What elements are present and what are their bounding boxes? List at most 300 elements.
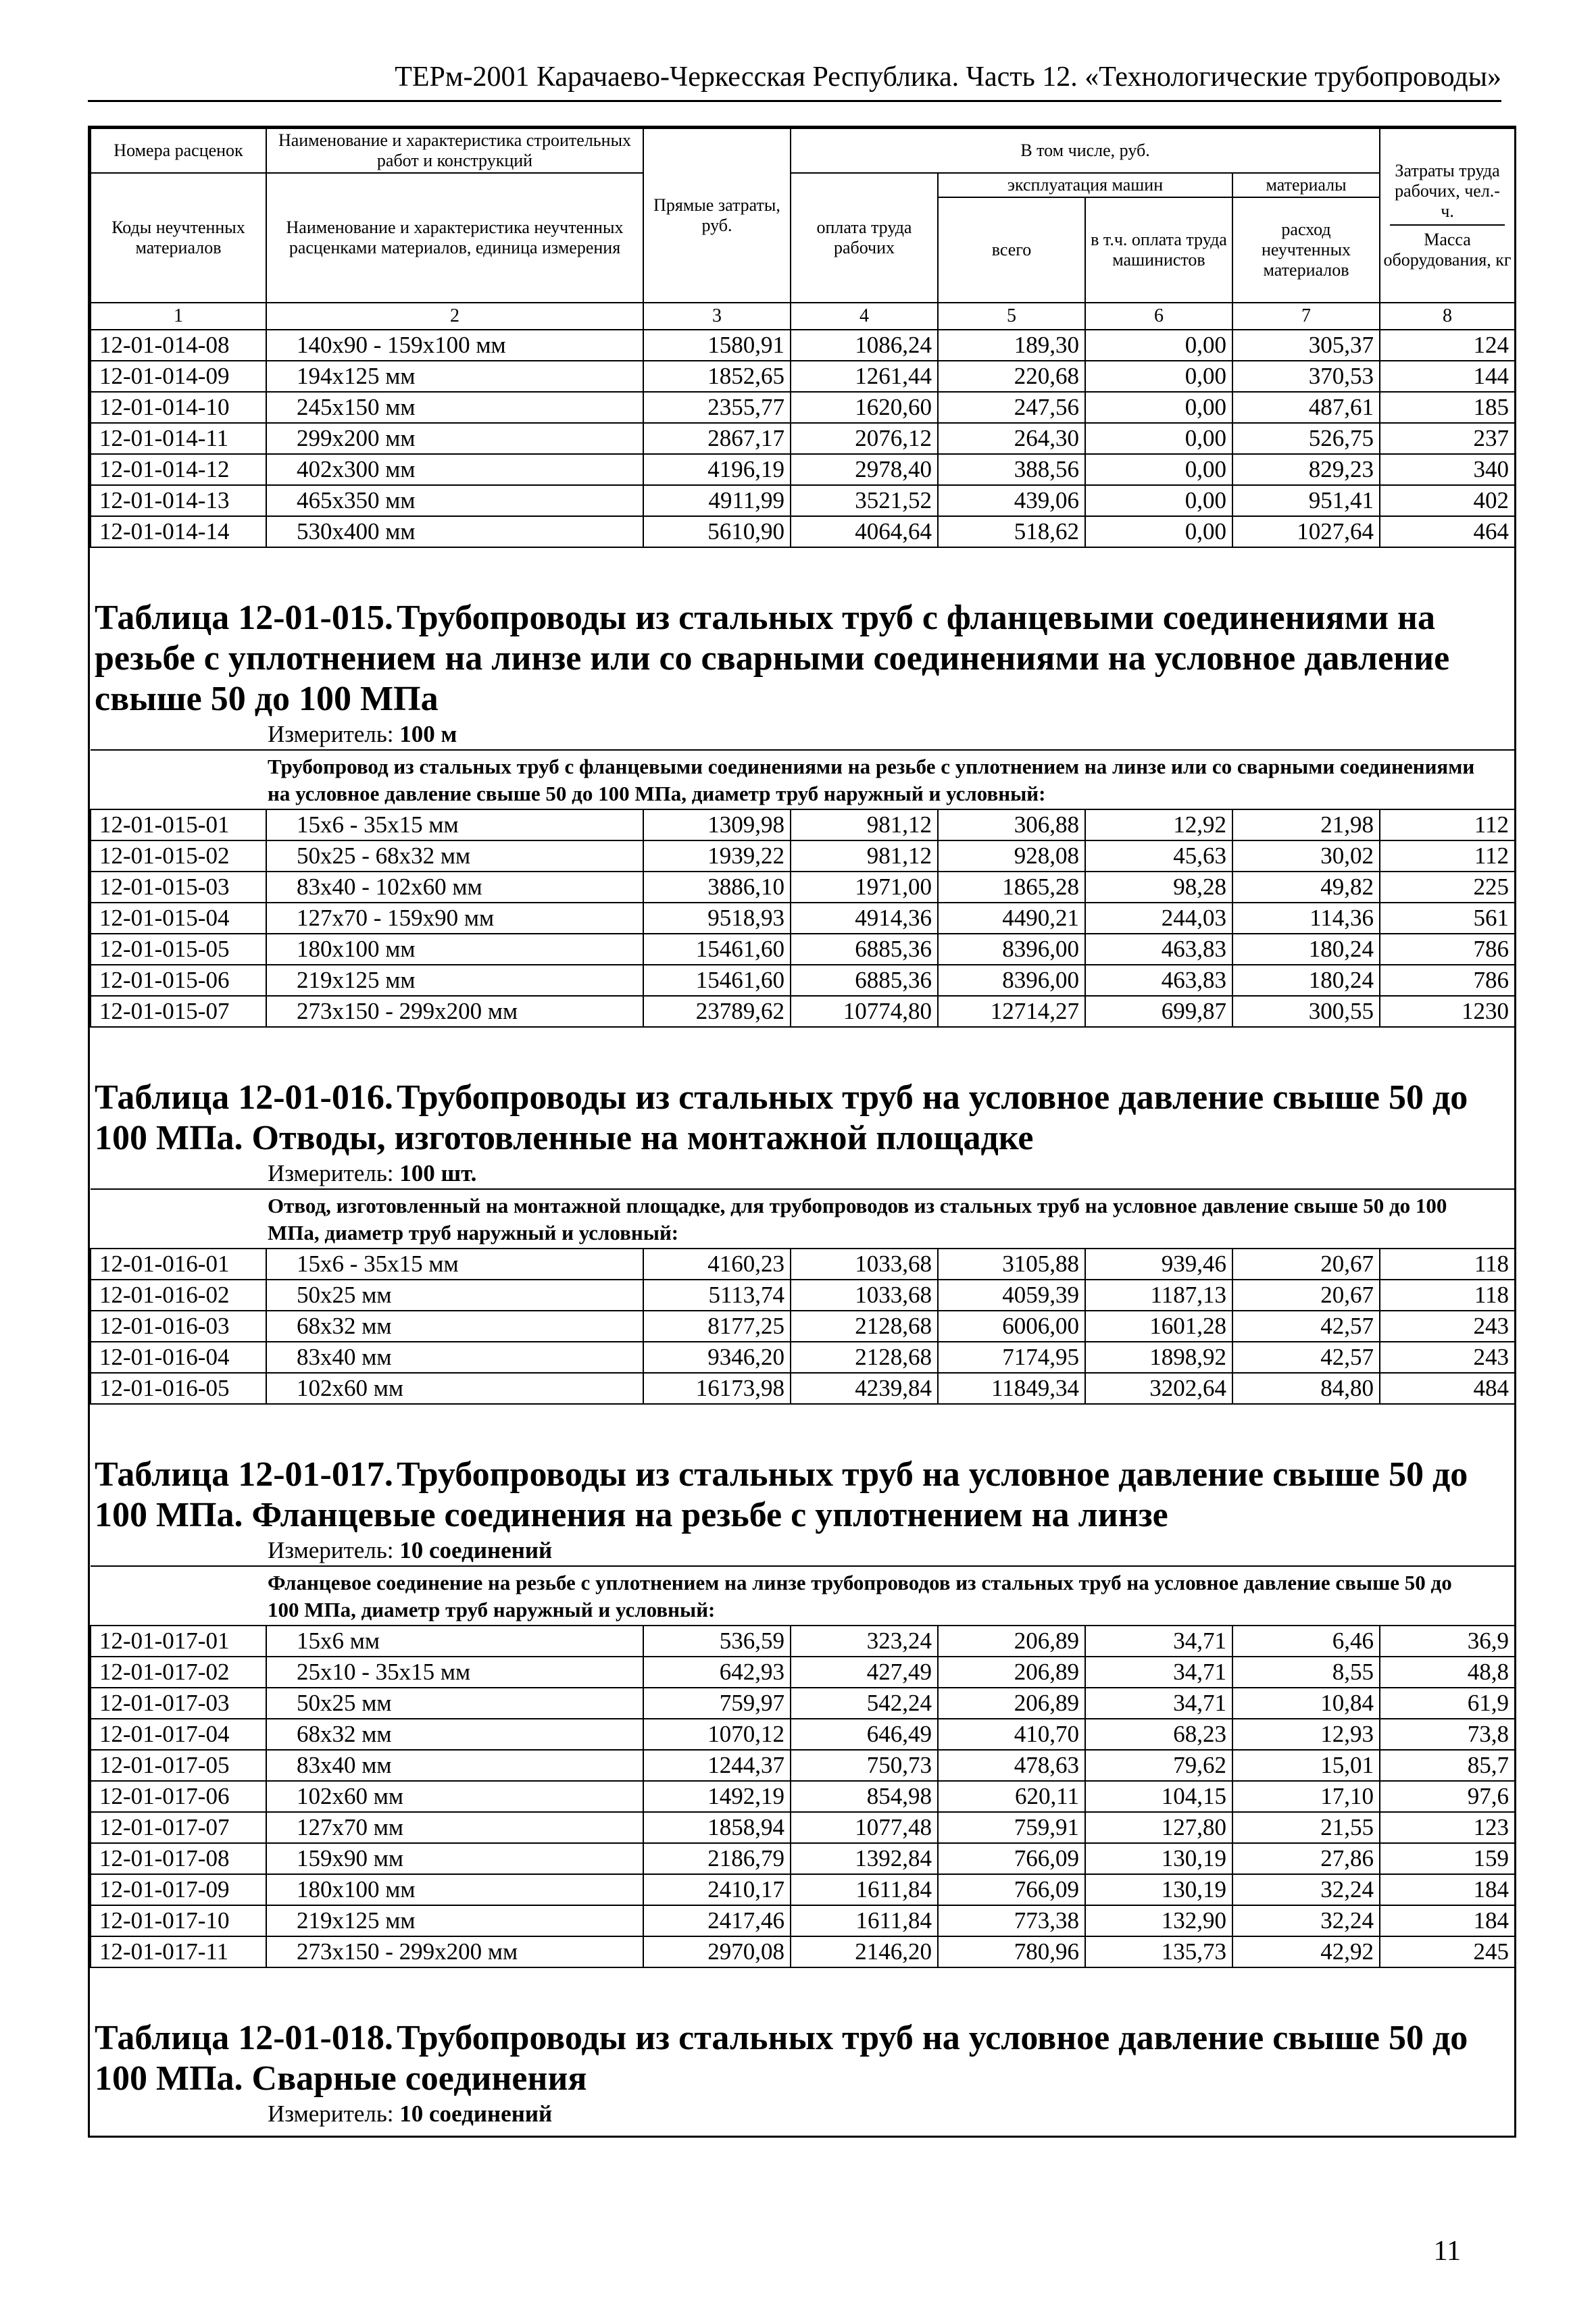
value-cell: 2186,79 bbox=[643, 1843, 791, 1874]
col-head-1a: Номера расценок bbox=[91, 128, 266, 173]
rate-code: 12-01-015-03 bbox=[91, 872, 266, 903]
rows-t015 bbox=[91, 809, 1515, 1027]
col-head-machines: эксплуатация машин bbox=[938, 173, 1232, 197]
rate-code: 12-01-015-02 bbox=[91, 840, 266, 872]
value-cell: 7174,95 bbox=[938, 1342, 1085, 1373]
value-cell: 854,98 bbox=[791, 1781, 938, 1812]
value-cell: 84,80 bbox=[1232, 1373, 1380, 1404]
value-cell: 484 bbox=[1380, 1373, 1515, 1404]
rate-code: 12-01-017-02 bbox=[91, 1657, 266, 1688]
value-cell: 370,53 bbox=[1232, 361, 1380, 392]
value-cell: 11849,34 bbox=[938, 1373, 1085, 1404]
value-cell: 2867,17 bbox=[643, 423, 791, 454]
value-cell: 206,89 bbox=[938, 1657, 1085, 1688]
item-name: 83х40 - 102х60 мм bbox=[266, 872, 643, 903]
value-cell: 49,82 bbox=[1232, 872, 1380, 903]
value-cell: 189,30 bbox=[938, 330, 1085, 361]
rate-code: 12-01-015-06 bbox=[91, 965, 266, 996]
table-row bbox=[91, 361, 1515, 392]
table-row bbox=[91, 516, 1515, 547]
value-cell: 17,10 bbox=[1232, 1781, 1380, 1812]
item-name: 102х60 мм bbox=[266, 1781, 643, 1812]
meter-t015 bbox=[91, 720, 1515, 750]
col-head-8 bbox=[1380, 128, 1515, 303]
rate-code: 12-01-015-07 bbox=[91, 996, 266, 1027]
value-cell: 27,86 bbox=[1232, 1843, 1380, 1874]
table-frame bbox=[88, 126, 1516, 2138]
value-cell: 1033,68 bbox=[791, 1249, 938, 1280]
col-head-incl: В том числе, руб. bbox=[791, 128, 1380, 173]
value-cell: 130,19 bbox=[1085, 1874, 1232, 1905]
value-cell: 112 bbox=[1380, 809, 1515, 840]
value-cell: 42,92 bbox=[1232, 1936, 1380, 1967]
value-cell: 766,09 bbox=[938, 1843, 1085, 1874]
value-cell: 8396,00 bbox=[938, 934, 1085, 965]
value-cell: 123 bbox=[1380, 1812, 1515, 1843]
value-cell: 112 bbox=[1380, 840, 1515, 872]
value-cell: 1939,22 bbox=[643, 840, 791, 872]
value-cell: 12714,27 bbox=[938, 996, 1085, 1027]
table-title-text: Трубопроводы из стальных труб на условное давление свыше 50 до 100 МПа. Сварные соединения bbox=[95, 2019, 1468, 2098]
meter-value: 100 шт. bbox=[399, 1160, 477, 1186]
table-number: Таблица 12-01-015. bbox=[95, 599, 393, 637]
col-head-6: в т.ч. оплата труда машинистов bbox=[1085, 197, 1232, 303]
col-head-1b: Коды неучтенных материалов bbox=[91, 173, 266, 303]
meter-t016 bbox=[91, 1159, 1515, 1189]
value-cell: 42,57 bbox=[1232, 1342, 1380, 1373]
value-cell: 427,49 bbox=[791, 1657, 938, 1688]
description-t015: Трубопровод из стальных труб с фланцевыми соединениями на резьбе с уплотнением на линзе или со сварными соединениями на условное давление свыше 50 до 100 МПа, диаметр труб наружный и условный: bbox=[91, 750, 1515, 809]
value-cell: 518,62 bbox=[938, 516, 1085, 547]
value-cell: 247,56 bbox=[938, 392, 1085, 423]
value-cell: 1033,68 bbox=[791, 1280, 938, 1311]
meter-value: 100 м bbox=[399, 721, 457, 747]
item-name: 68х32 мм bbox=[266, 1719, 643, 1750]
table-row bbox=[91, 1280, 1515, 1311]
value-cell: 2128,68 bbox=[791, 1311, 938, 1342]
value-cell: 85,7 bbox=[1380, 1750, 1515, 1781]
value-cell: 2978,40 bbox=[791, 454, 938, 485]
value-cell: 9346,20 bbox=[643, 1342, 791, 1373]
value-cell: 1580,91 bbox=[643, 330, 791, 361]
col-head-materials: материалы bbox=[1232, 173, 1380, 197]
value-cell: 34,71 bbox=[1085, 1626, 1232, 1657]
value-cell: 206,89 bbox=[938, 1688, 1085, 1719]
item-name: 273х150 - 299х200 мм bbox=[266, 1936, 643, 1967]
rates-table bbox=[90, 128, 1516, 2129]
value-cell: 245 bbox=[1380, 1936, 1515, 1967]
table-row bbox=[91, 423, 1515, 454]
value-cell: 15,01 bbox=[1232, 1750, 1380, 1781]
table-row bbox=[91, 1936, 1515, 1967]
rate-code: 12-01-016-02 bbox=[91, 1280, 266, 1311]
item-name: 180х100 мм bbox=[266, 934, 643, 965]
table-number: Таблица 12-01-016. bbox=[95, 1078, 393, 1117]
rate-code: 12-01-014-11 bbox=[91, 423, 266, 454]
value-cell: 132,90 bbox=[1085, 1905, 1232, 1936]
value-cell: 646,49 bbox=[791, 1719, 938, 1750]
rate-code: 12-01-017-03 bbox=[91, 1688, 266, 1719]
value-cell: 20,67 bbox=[1232, 1280, 1380, 1311]
value-cell: 32,24 bbox=[1232, 1874, 1380, 1905]
value-cell: 10,84 bbox=[1232, 1688, 1380, 1719]
value-cell: 0,00 bbox=[1085, 392, 1232, 423]
value-cell: 243 bbox=[1380, 1342, 1515, 1373]
value-cell: 34,71 bbox=[1085, 1657, 1232, 1688]
value-cell: 4196,19 bbox=[643, 454, 791, 485]
value-cell: 20,67 bbox=[1232, 1249, 1380, 1280]
rate-code: 12-01-014-09 bbox=[91, 361, 266, 392]
value-cell: 463,83 bbox=[1085, 965, 1232, 996]
value-cell: 3886,10 bbox=[643, 872, 791, 903]
value-cell: 79,62 bbox=[1085, 1750, 1232, 1781]
item-name: 194х125 мм bbox=[266, 361, 643, 392]
col-head-7: расход неучтенных материалов bbox=[1232, 197, 1380, 303]
value-cell: 773,38 bbox=[938, 1905, 1085, 1936]
table-row bbox=[91, 809, 1515, 840]
rate-code: 12-01-014-13 bbox=[91, 485, 266, 516]
value-cell: 388,56 bbox=[938, 454, 1085, 485]
value-cell: 32,24 bbox=[1232, 1905, 1380, 1936]
value-cell: 42,57 bbox=[1232, 1311, 1380, 1342]
rate-code: 12-01-016-04 bbox=[91, 1342, 266, 1373]
table-row bbox=[91, 1719, 1515, 1750]
item-name: 299х200 мм bbox=[266, 423, 643, 454]
value-cell: 0,00 bbox=[1085, 485, 1232, 516]
header-rule bbox=[88, 100, 1501, 102]
item-name: 50х25 - 68х32 мм bbox=[266, 840, 643, 872]
item-name: 127х70 - 159х90 мм bbox=[266, 903, 643, 934]
table-row bbox=[91, 1657, 1515, 1688]
meter-t017 bbox=[91, 1536, 1515, 1566]
table-title-t016 bbox=[91, 1061, 1515, 1159]
value-cell: 981,12 bbox=[791, 809, 938, 840]
description-t017: Фланцевое соединение на резьбе с уплотнением на линзе трубопроводов из стальных труб на условное давление свыше 50 до 100 МПа, диаметр труб наружный и условный: bbox=[91, 1566, 1515, 1626]
value-cell: 759,97 bbox=[643, 1688, 791, 1719]
value-cell: 536,59 bbox=[643, 1626, 791, 1657]
value-cell: 0,00 bbox=[1085, 330, 1232, 361]
table-row bbox=[91, 1626, 1515, 1657]
value-cell: 12,93 bbox=[1232, 1719, 1380, 1750]
value-cell: 829,23 bbox=[1232, 454, 1380, 485]
col-head-8b: Масса оборудования, кг bbox=[1383, 230, 1512, 270]
meter-value: 10 соединений bbox=[399, 1537, 553, 1563]
value-cell: 4914,36 bbox=[791, 903, 938, 934]
table-row bbox=[91, 934, 1515, 965]
value-cell: 144 bbox=[1380, 361, 1515, 392]
value-cell: 118 bbox=[1380, 1249, 1515, 1280]
value-cell: 36,9 bbox=[1380, 1626, 1515, 1657]
value-cell: 4064,64 bbox=[791, 516, 938, 547]
item-name: 15х6 мм bbox=[266, 1626, 643, 1657]
col-head-8a: Затраты труда рабочих, чел.-ч. bbox=[1390, 161, 1505, 226]
value-cell: 1611,84 bbox=[791, 1874, 938, 1905]
value-cell: 2355,77 bbox=[643, 392, 791, 423]
value-cell: 1611,84 bbox=[791, 1905, 938, 1936]
item-name: 180х100 мм bbox=[266, 1874, 643, 1905]
meter-t018 bbox=[91, 2099, 1515, 2129]
value-cell: 305,37 bbox=[1232, 330, 1380, 361]
col-num: 2 bbox=[266, 303, 643, 330]
value-cell: 225 bbox=[1380, 872, 1515, 903]
table-row bbox=[91, 1781, 1515, 1812]
col-num: 8 bbox=[1380, 303, 1515, 330]
rate-code: 12-01-016-05 bbox=[91, 1373, 266, 1404]
value-cell: 3202,64 bbox=[1085, 1373, 1232, 1404]
table-row bbox=[91, 1311, 1515, 1342]
meter-label: Измеритель: bbox=[268, 1537, 394, 1563]
item-name: 530х400 мм bbox=[266, 516, 643, 547]
col-head-3: Прямые затраты, руб. bbox=[643, 128, 791, 303]
value-cell: 478,63 bbox=[938, 1750, 1085, 1781]
table-row bbox=[91, 1874, 1515, 1905]
value-cell: 34,71 bbox=[1085, 1688, 1232, 1719]
value-cell: 750,73 bbox=[791, 1750, 938, 1781]
value-cell: 15461,60 bbox=[643, 965, 791, 996]
value-cell: 759,91 bbox=[938, 1812, 1085, 1843]
table-number: Таблица 12-01-017. bbox=[95, 1455, 393, 1494]
table-row bbox=[91, 1750, 1515, 1781]
value-cell: 2417,46 bbox=[643, 1905, 791, 1936]
item-name: 83х40 мм bbox=[266, 1342, 643, 1373]
value-cell: 4911,99 bbox=[643, 485, 791, 516]
value-cell: 410,70 bbox=[938, 1719, 1085, 1750]
item-name: 219х125 мм bbox=[266, 1905, 643, 1936]
value-cell: 1086,24 bbox=[791, 330, 938, 361]
table-title-text: Трубопроводы из стальных труб с фланцевыми соединениями на резьбе с уплотнением на линзе или со сварными соединениями на условное давление свыше 50 до 100 МПа bbox=[95, 599, 1450, 718]
value-cell: 159 bbox=[1380, 1843, 1515, 1874]
value-cell: 6885,36 bbox=[791, 934, 938, 965]
table-row bbox=[91, 903, 1515, 934]
value-cell: 1244,37 bbox=[643, 1750, 791, 1781]
value-cell: 0,00 bbox=[1085, 361, 1232, 392]
value-cell: 487,61 bbox=[1232, 392, 1380, 423]
value-cell: 1070,12 bbox=[643, 1719, 791, 1750]
value-cell: 23789,62 bbox=[643, 996, 791, 1027]
value-cell: 4490,21 bbox=[938, 903, 1085, 934]
item-name: 25х10 - 35х15 мм bbox=[266, 1657, 643, 1688]
value-cell: 1898,92 bbox=[1085, 1342, 1232, 1373]
rate-code: 12-01-017-04 bbox=[91, 1719, 266, 1750]
value-cell: 542,24 bbox=[791, 1688, 938, 1719]
item-name: 68х32 мм bbox=[266, 1311, 643, 1342]
value-cell: 118 bbox=[1380, 1280, 1515, 1311]
value-cell: 1601,28 bbox=[1085, 1311, 1232, 1342]
item-name: 245х150 мм bbox=[266, 392, 643, 423]
value-cell: 16173,98 bbox=[643, 1373, 791, 1404]
value-cell: 21,98 bbox=[1232, 809, 1380, 840]
rate-code: 12-01-017-05 bbox=[91, 1750, 266, 1781]
value-cell: 180,24 bbox=[1232, 965, 1380, 996]
col-num: 1 bbox=[91, 303, 266, 330]
value-cell: 1865,28 bbox=[938, 872, 1085, 903]
rate-code: 12-01-016-03 bbox=[91, 1311, 266, 1342]
value-cell: 323,24 bbox=[791, 1626, 938, 1657]
value-cell: 620,11 bbox=[938, 1781, 1085, 1812]
table-number: Таблица 12-01-018. bbox=[95, 2019, 393, 2057]
table-row bbox=[91, 1812, 1515, 1843]
value-cell: 6885,36 bbox=[791, 965, 938, 996]
item-name: 15х6 - 35х15 мм bbox=[266, 1249, 643, 1280]
table-row bbox=[91, 1342, 1515, 1373]
value-cell: 3521,52 bbox=[791, 485, 938, 516]
value-cell: 1077,48 bbox=[791, 1812, 938, 1843]
table-title-text: Трубопроводы из стальных труб на условное давление свыше 50 до 100 МПа. Фланцевые соединения на резьбе с уплотнением на линзе bbox=[95, 1455, 1468, 1534]
rate-code: 12-01-017-11 bbox=[91, 1936, 266, 1967]
value-cell: 981,12 bbox=[791, 840, 938, 872]
value-cell: 4059,39 bbox=[938, 1280, 1085, 1311]
rate-code: 12-01-015-01 bbox=[91, 809, 266, 840]
table-title-t015 bbox=[91, 582, 1515, 720]
rows-t014 bbox=[91, 330, 1515, 547]
page-number: 11 bbox=[1433, 2236, 1461, 2267]
value-cell: 184 bbox=[1380, 1905, 1515, 1936]
value-cell: 2970,08 bbox=[643, 1936, 791, 1967]
rate-code: 12-01-017-06 bbox=[91, 1781, 266, 1812]
value-cell: 8177,25 bbox=[643, 1311, 791, 1342]
value-cell: 15461,60 bbox=[643, 934, 791, 965]
table-row bbox=[91, 965, 1515, 996]
value-cell: 114,36 bbox=[1232, 903, 1380, 934]
value-cell: 243 bbox=[1380, 1311, 1515, 1342]
value-cell: 6006,00 bbox=[938, 1311, 1085, 1342]
value-cell: 786 bbox=[1380, 934, 1515, 965]
value-cell: 135,73 bbox=[1085, 1936, 1232, 1967]
rate-code: 12-01-017-07 bbox=[91, 1812, 266, 1843]
col-num: 6 bbox=[1085, 303, 1232, 330]
table-row bbox=[91, 1905, 1515, 1936]
value-cell: 300,55 bbox=[1232, 996, 1380, 1027]
value-cell: 463,83 bbox=[1085, 934, 1232, 965]
col-head-4: оплата труда рабочих bbox=[791, 173, 938, 303]
rows-t017 bbox=[91, 1626, 1515, 1967]
value-cell: 45,63 bbox=[1085, 840, 1232, 872]
value-cell: 220,68 bbox=[938, 361, 1085, 392]
value-cell: 1971,00 bbox=[791, 872, 938, 903]
item-name: 140х90 - 159х100 мм bbox=[266, 330, 643, 361]
value-cell: 0,00 bbox=[1085, 423, 1232, 454]
table-row bbox=[91, 872, 1515, 903]
value-cell: 6,46 bbox=[1232, 1626, 1380, 1657]
item-name: 15х6 - 35х15 мм bbox=[266, 809, 643, 840]
description-t016: Отвод, изготовленный на монтажной площадке, для трубопроводов из стальных труб на условное давление свыше 50 до 100 МПа, диаметр труб наружный и условный: bbox=[91, 1189, 1515, 1249]
rate-code: 12-01-014-12 bbox=[91, 454, 266, 485]
value-cell: 1027,64 bbox=[1232, 516, 1380, 547]
value-cell: 1858,94 bbox=[643, 1812, 791, 1843]
value-cell: 206,89 bbox=[938, 1626, 1085, 1657]
value-cell: 526,75 bbox=[1232, 423, 1380, 454]
value-cell: 1852,65 bbox=[643, 361, 791, 392]
item-name: 50х25 мм bbox=[266, 1688, 643, 1719]
value-cell: 928,08 bbox=[938, 840, 1085, 872]
rate-code: 12-01-015-04 bbox=[91, 903, 266, 934]
value-cell: 98,28 bbox=[1085, 872, 1232, 903]
item-name: 159х90 мм bbox=[266, 1843, 643, 1874]
value-cell: 10774,80 bbox=[791, 996, 938, 1027]
value-cell: 1492,19 bbox=[643, 1781, 791, 1812]
rate-code: 12-01-017-09 bbox=[91, 1874, 266, 1905]
table-row bbox=[91, 840, 1515, 872]
value-cell: 340 bbox=[1380, 454, 1515, 485]
value-cell: 699,87 bbox=[1085, 996, 1232, 1027]
value-cell: 185 bbox=[1380, 392, 1515, 423]
value-cell: 12,92 bbox=[1085, 809, 1232, 840]
value-cell: 180,24 bbox=[1232, 934, 1380, 965]
table-row bbox=[91, 1373, 1515, 1404]
value-cell: 9518,93 bbox=[643, 903, 791, 934]
value-cell: 68,23 bbox=[1085, 1719, 1232, 1750]
item-name: 83х40 мм bbox=[266, 1750, 643, 1781]
meter-label: Измеритель: bbox=[268, 2101, 394, 2127]
col-head-2a: Наименование и характеристика строительных работ и конструкций bbox=[266, 128, 643, 173]
value-cell: 1392,84 bbox=[791, 1843, 938, 1874]
item-name: 465х350 мм bbox=[266, 485, 643, 516]
value-cell: 48,8 bbox=[1380, 1657, 1515, 1688]
col-num: 4 bbox=[791, 303, 938, 330]
value-cell: 1230 bbox=[1380, 996, 1515, 1027]
value-cell: 127,80 bbox=[1085, 1812, 1232, 1843]
value-cell: 184 bbox=[1380, 1874, 1515, 1905]
value-cell: 1261,44 bbox=[791, 361, 938, 392]
value-cell: 2146,20 bbox=[791, 1936, 938, 1967]
value-cell: 766,09 bbox=[938, 1874, 1085, 1905]
table-row bbox=[91, 1843, 1515, 1874]
rate-code: 12-01-014-14 bbox=[91, 516, 266, 547]
value-cell: 1187,13 bbox=[1085, 1280, 1232, 1311]
rate-code: 12-01-017-08 bbox=[91, 1843, 266, 1874]
rate-code: 12-01-017-01 bbox=[91, 1626, 266, 1657]
value-cell: 464 bbox=[1380, 516, 1515, 547]
value-cell: 237 bbox=[1380, 423, 1515, 454]
value-cell: 3105,88 bbox=[938, 1249, 1085, 1280]
col-head-5: всего bbox=[938, 197, 1085, 303]
value-cell: 0,00 bbox=[1085, 516, 1232, 547]
col-num: 3 bbox=[643, 303, 791, 330]
col-head-2b: Наименование и характеристика неучтенных расценками материалов, единица измерения bbox=[266, 173, 643, 303]
value-cell: 61,9 bbox=[1380, 1688, 1515, 1719]
value-cell: 104,15 bbox=[1085, 1781, 1232, 1812]
table-title-text: Трубопроводы из стальных труб на условное давление свыше 50 до 100 МПа. Отводы, изготовленные на монтажной площадке bbox=[95, 1078, 1468, 1157]
value-cell: 2076,12 bbox=[791, 423, 938, 454]
value-cell: 4160,23 bbox=[643, 1249, 791, 1280]
value-cell: 306,88 bbox=[938, 809, 1085, 840]
value-cell: 939,46 bbox=[1085, 1249, 1232, 1280]
value-cell: 124 bbox=[1380, 330, 1515, 361]
value-cell: 5610,90 bbox=[643, 516, 791, 547]
value-cell: 264,30 bbox=[938, 423, 1085, 454]
table-row bbox=[91, 454, 1515, 485]
rate-code: 12-01-016-01 bbox=[91, 1249, 266, 1280]
meter-label: Измеритель: bbox=[268, 1160, 394, 1186]
value-cell: 561 bbox=[1380, 903, 1515, 934]
col-num: 7 bbox=[1232, 303, 1380, 330]
rate-code: 12-01-017-10 bbox=[91, 1905, 266, 1936]
value-cell: 439,06 bbox=[938, 485, 1085, 516]
rate-code: 12-01-014-10 bbox=[91, 392, 266, 423]
rate-code: 12-01-015-05 bbox=[91, 934, 266, 965]
item-name: 219х125 мм bbox=[266, 965, 643, 996]
value-cell: 402 bbox=[1380, 485, 1515, 516]
table-row bbox=[91, 330, 1515, 361]
value-cell: 21,55 bbox=[1232, 1812, 1380, 1843]
value-cell: 786 bbox=[1380, 965, 1515, 996]
value-cell: 8,55 bbox=[1232, 1657, 1380, 1688]
value-cell: 951,41 bbox=[1232, 485, 1380, 516]
table-row bbox=[91, 392, 1515, 423]
rows-t016 bbox=[91, 1249, 1515, 1404]
value-cell: 0,00 bbox=[1085, 454, 1232, 485]
value-cell: 2410,17 bbox=[643, 1874, 791, 1905]
